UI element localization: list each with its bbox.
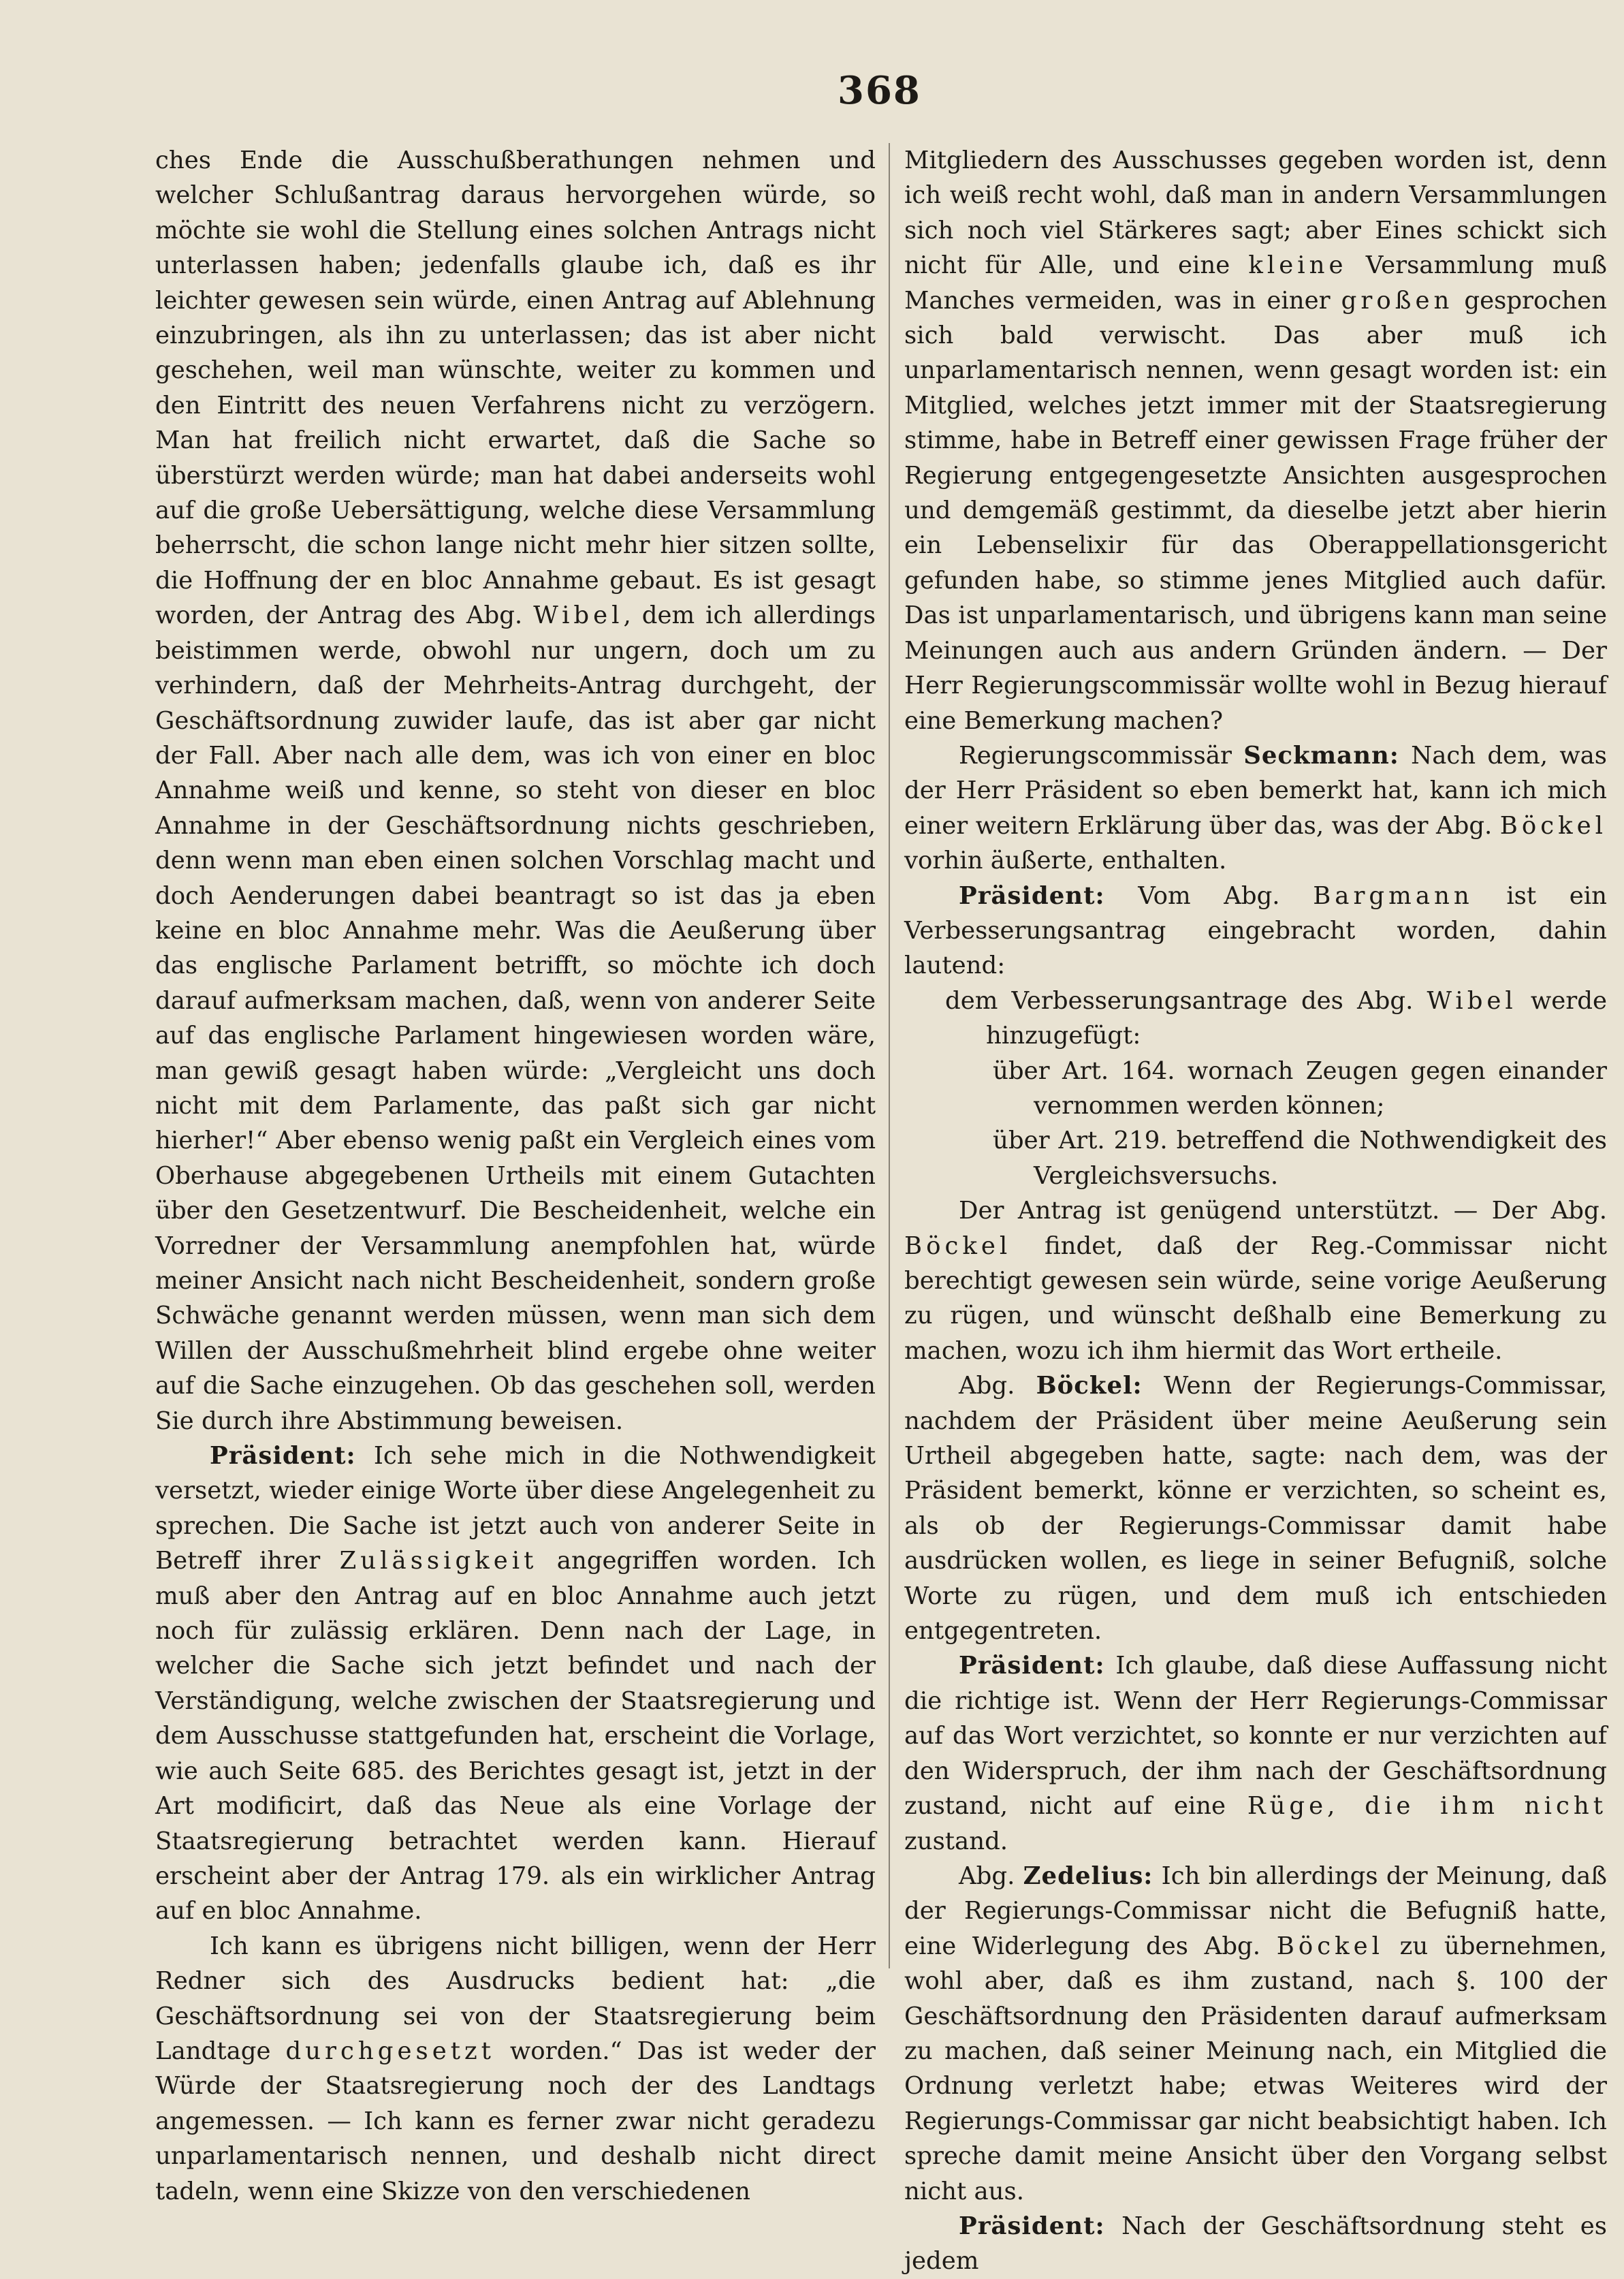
- spaced-word: Zulässigkeit: [339, 1547, 538, 1575]
- quoted-amendment: über Art. 219. betreffend die Nothwendigkeit des Vergleichsversuchs.: [993, 1127, 1607, 1190]
- text-run: Abg.: [959, 1372, 1036, 1400]
- quoted-amendment: über Art. 164. wornach Zeugen gegen einander vernommen werden können;: [993, 1056, 1607, 1120]
- text-run: worden.“ Das ist weder der Würde der Staatsregierung noch der des Landtags angemessen. — Ich kann es ferner zwar nicht geradezu unparlamentarisch nennen, und deshalb nicht direct tadeln, wenn eine Skizze von den verschiedenen: [155, 2037, 876, 2205]
- text-run: Vom Abg.: [1104, 881, 1313, 910]
- spaced-word: durchgesetzt: [285, 2037, 495, 2065]
- text-run: zustand.: [904, 1827, 1008, 1855]
- paragraph: [904, 1859, 1607, 2209]
- text-run: vorhin äußerte, enthalten.: [904, 847, 1227, 875]
- speaker-label: Präsident:: [959, 881, 1105, 910]
- text-run: zu übernehmen, wohl aber, daß es ihm zustand, nach §. 100 der Geschäftsordnung den Präsidenten darauf aufmerksam zu machen, daß seiner Meinung nach, ein Mitglied die Ordnung verletzt habe; etwas Weiteres wird der Regierungs-Commissar gar nicht beabsichtigt haben. Ich spreche damit meine Ansicht über den Vorgang selbst nicht aus.: [904, 1932, 1607, 2205]
- speaker-label: Präsident:: [210, 1442, 356, 1471]
- text-run: Der Antrag ist genügend unterstützt. — Der Abg.: [959, 1197, 1607, 1225]
- column-divider: [889, 143, 890, 1968]
- speaker-label: Böckel:: [1036, 1372, 1143, 1400]
- text-run: findet, daß der Reg.-Commissar nicht berechtigt gewesen sein würde, seine vorige Aeußerung zu rügen, und wünscht deßhalb eine Bemerkung zu machen, wozu ich ihm hiermit das Wort ertheile.: [904, 1231, 1607, 1365]
- speaker-label: Präsident:: [959, 2212, 1105, 2240]
- spaced-name: Bargmann: [1313, 881, 1474, 910]
- paragraph: [904, 2209, 1607, 2279]
- speaker-label: Seckmann:: [1243, 741, 1399, 770]
- text-run: Nach der Geschäftsordnung steht es jedem: [904, 2212, 1607, 2276]
- text-run: gesprochen sich bald verwischt. Das aber muß ich unparlamentarisch nennen, wenn gesagt worden ist: ein Mitglied, welches jetzt immer mit der Staatsregierung stimme, habe in Betreff einer gewissen Frage früher der Regierung entgegengesetzte Ansichten ausgesprochen und demgemäß gestimmt, da dieselbe jetzt aber hierin ein Lebenselixir für das Oberappellationsgericht gefunden habe, so stimme jenes Mitglied auch dafür. Das ist unparlamentarisch, und übrigens kann man seine Meinungen auch aus andern Gründen ändern. — Der Herr Regierungscommissär wollte wohl in Bezug hierauf eine Bemerkung machen?: [904, 286, 1608, 735]
- spaced-name: Böckel: [1499, 811, 1607, 840]
- right-column: [904, 143, 1607, 2279]
- text-run: Wenn der Regierungs-Commissar, nachdem der Präsident über meine Aeußerung sein Urtheil abgegeben hatte, sagte: nach dem, was der Präsident bemerkt, könne er verzichten, so scheint es, als ob der Regierungs-Commissar damit habe ausdrücken wollen, es liege in seiner Befugniß, solche Worte zu rügen, und dem muß ich entschieden entgegentreten.: [904, 1372, 1607, 1646]
- paragraph: [904, 879, 1607, 984]
- text-run: , dem ich allerdings beistimmen werde, obwohl nur ungern, doch um zu verhindern, daß der Mehrheits-Antrag durchgeht, der Geschäftsordnung zuwider laufe, das ist aber gar nicht der Fall. Aber nach alle dem, was ich von einer en bloc Annahme weiß und kenne, so steht von dieser en bloc Annahme in der Geschäftsordnung nichts geschrieben, denn wenn man eben einen solchen Vorschlag macht und doch Aenderungen dabei beantragt so ist das ja eben keine en bloc Annahme mehr. Was die Aeußerung über das englische Parlament betrifft, so möchte ich doch darauf aufmerksam machen, daß, wenn von anderer Seite auf das englische Parlament hingewiesen worden wäre, man gewiß gesagt haben würde: „Vergleicht uns doch nicht mit dem Parlamente, das paßt sich gar nicht hierher!“ Aber ebenso wenig paßt ein Vergleich eines vom Oberhause abgegebenen Urtheils mit einem Gutachten über den Gesetzentwurf. Die Bescheidenheit, welche ein Vorredner der Versammlung anempfohlen hat, würde meiner Ansicht nach nicht Bescheidenheit, sondern große Schwäche genannt werden müssen, wenn man sich dem Willen der Ausschußmehrheit blind ergebe ohne weiter auf die Sache einzugehen. Ob das geschehen soll, werden Sie durch ihre Abstimmung beweisen.: [155, 601, 876, 1435]
- text-run: Abg.: [959, 1861, 1023, 1890]
- spaced-word: kleine: [1248, 251, 1348, 280]
- paragraph: [904, 738, 1607, 879]
- text-run: angegriffen worden. Ich muß aber den Antrag auf en bloc Annahme auch jetzt noch für zulässig erklären. Denn nach der Lage, in welcher die Sache sich jetzt befindet und nach der Verständigung, welche zwischen der Staatsregierung und dem Ausschusse stattgefunden hat, erscheint die Vorlage, wie auch Seite 685. des Berichtes gesagt ist, jetzt in der Art modificirt, daß das Neue als eine Vorlage der Staatsregierung betrachtet werden kann. Hierauf erscheint aber der Antrag 179. als ein wirklicher Antrag auf en bloc Annahme.: [155, 1547, 876, 1926]
- speaker-label: Zedelius:: [1023, 1861, 1153, 1890]
- spaced-name: Böckel: [904, 1231, 1012, 1260]
- paragraph: [155, 1439, 876, 1929]
- spaced-word: großen: [1341, 286, 1454, 315]
- paragraph: [904, 1193, 1607, 1368]
- quoted-amendment: [904, 984, 1607, 1054]
- text-run: Ich glaube, daß diese Auffassung nicht die richtige ist. Wenn der Herr Regierungs-Commissar auf das Wort verzichtet, so konnte er nur verzichten auf den Widerspruch, der ihm nach der Geschäftsordnung zustand, nicht auf eine: [904, 1652, 1607, 1821]
- spaced-word: Rüge, die ihm nicht: [1247, 1792, 1607, 1821]
- paragraph: [155, 143, 876, 1439]
- text-run: Mitgliedern des Ausschusses gegeben worden ist, denn ich weiß recht wohl, daß man in andern Versammlungen sich noch viel Stärkeres sagt; aber Eines schickt sich nicht für Alle, und eine: [904, 146, 1607, 280]
- text-run: ist ein Verbesserungsantrag eingebracht worden, dahin lautend:: [904, 881, 1607, 980]
- paragraph: [904, 1648, 1607, 1858]
- text-run: Nach dem, was der Herr Präsident so eben bemerkt hat, kann ich mich einer weitern Erklärung über das, was der Abg.: [904, 741, 1607, 840]
- text-run: Ich bin allerdings der Meinung, daß der Regierungs-Commissar nicht die Befugniß hatte, eine Widerlegung des Abg.: [904, 1861, 1607, 1960]
- paragraph: [904, 143, 1607, 738]
- text-run: Versammlung muß Manches vermeiden, was in einer: [904, 251, 1607, 315]
- spaced-name: Böckel: [1276, 1932, 1384, 1960]
- paragraph: [904, 1368, 1607, 1648]
- text-run: Regierungscommissär: [959, 741, 1244, 770]
- text-run: dem Verbesserungsantrage des Abg.: [945, 986, 1427, 1015]
- spaced-name: Wibel: [1427, 986, 1517, 1015]
- left-column: [155, 143, 876, 2209]
- page-number: 368: [838, 68, 921, 113]
- text-run: ches Ende die Ausschußberathungen nehmen und welcher Schlußantrag daraus hervorgehen würde, so möchte sie wohl die Stellung eines solchen Antrags nicht unterlassen haben; jedenfalls glaube ich, daß es ihr leichter gewesen sein würde, einen Antrag auf Ablehnung einzubringen, als ihn zu unterlassen; das ist aber nicht geschehen, weil man wünschte, weiter zu kommen und den Eintritt des neuen Verfahrens nicht zu verzögern. Man hat freilich nicht erwartet, daß die Sache so überstürzt werden würde; man hat dabei anderseits wohl auf die große Uebersättigung, welche diese Versammlung beherrscht, die schon lange nicht mehr hier sitzen sollte, die Hoffnung der en bloc Annahme gebaut. Es ist gesagt worden, der Antrag des Abg.: [155, 146, 876, 630]
- speaker-label: Präsident:: [959, 1652, 1105, 1680]
- spaced-name: Wibel: [533, 601, 624, 630]
- text-run: Ich kann es übrigens nicht billigen, wenn der Herr Redner sich des Ausdrucks bedient hat: „die Geschäftsordnung sei von der Staatsregierung beim Landtage: [155, 1932, 876, 2065]
- text-run: werde hinzugefügt:: [986, 986, 1607, 1050]
- text-run: Ich sehe mich in die Nothwendigkeit versetzt, wieder einige Worte über diese Angelegenheit zu sprechen. Die Sache ist jetzt auch von anderer Seite in Betreff ihrer: [155, 1442, 876, 1575]
- paragraph: [155, 1929, 876, 2209]
